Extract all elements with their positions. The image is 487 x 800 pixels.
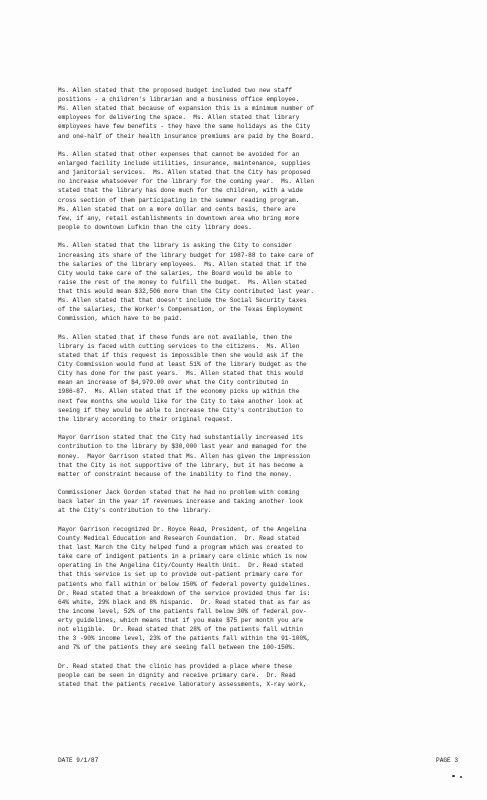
text-line: Dr. Read stated that the clinic has provided a place where these (58, 662, 293, 670)
text-line: and janitorial services. Ms. Allen stated that the City has proposed (58, 169, 311, 177)
text-line: raise the rest of the money to fulfill the budget. Ms. Allen stated (58, 278, 307, 286)
page-footer (58, 756, 458, 792)
text-line: that last March the City helped fund a program which was created to (58, 544, 304, 552)
footer-page-number: PAGE 3 (436, 757, 458, 764)
text-line: and 7% of the patients they are seeing fall between the 100-150%. (58, 644, 296, 652)
text-line: Commission, which have to be paid. (58, 315, 183, 323)
text-line: Ms. Allen stated that the proposed budget included two new staff (58, 87, 293, 94)
text-line: operating in the Angelina City/County Health Unit. Dr. Read stated (58, 562, 304, 570)
text-line: library is faced with cutting services to the citizens. Ms. Allen (58, 342, 300, 350)
text-line: the salaries of the library employees. Ms. Allen stated that if the (58, 260, 307, 268)
text-line: stated that the patients receive laboratory assessments, X-ray work, (58, 681, 307, 689)
text-line: back later in the year if revenues increase and taking another look (58, 498, 304, 506)
text-line: Dr. Read stated that a breakdown of the service provided thus far is: (58, 589, 311, 597)
text-line: City has done for the past years. Ms. Allen stated that this would (58, 370, 304, 378)
text-line: employees for delivering the space. Ms. Allen stated that library (58, 114, 300, 122)
text-line: people can be seen in dignity and receive primary care. Dr. Read (58, 671, 296, 679)
paragraph (58, 525, 458, 653)
paragraph (58, 150, 458, 232)
text-line: Mayor Garrison stated that the City had substantially increased its (58, 434, 304, 442)
text-line: stated that if this request is impossible then she would ask if the (58, 352, 304, 360)
text-line: mean an increase of $4,979.00 over what the City contributed in (58, 379, 289, 387)
text-line: money. Mayor Garrison stated that Ms. Allen has given the impression (58, 452, 311, 460)
text-line: at the City's contribution to the library. (58, 507, 212, 515)
text-line: next few months she would like for the City to take another look at (58, 397, 304, 405)
text-line: Commissioner Jack Gorden stated that he had no problem with coming (58, 489, 300, 497)
text-line: 1986-87. Ms. Allen stated that if the economy picks up within the (58, 388, 300, 396)
paragraph (58, 488, 458, 515)
text-line: take care of indigent patients in a primary care clinic which is now (58, 553, 307, 561)
text-line: that this would mean $32,506 more than the City contributed last year. (58, 287, 314, 295)
text-line: patients who fall within or below 150% of federal poverty guidelines. (58, 580, 311, 588)
text-line: seeing if they would be able to increase the City's contribution to (58, 406, 304, 414)
footer-date: DATE 9/1/87 (58, 757, 99, 764)
text-line: employees have few benefits - they have the same holidays as the City (58, 123, 311, 131)
text-line: the income level, 52% of the patients fall below 30% of federal pov- (58, 607, 307, 615)
text-line: increasing its share of the library budget for 1987-88 to take care of (58, 251, 314, 259)
text-line: contribution to the library by $30,000 last year and managed for the (58, 443, 307, 451)
document-body (58, 86, 458, 699)
paragraph (58, 333, 458, 424)
text-line: Ms. Allen stated that because of expansion this is a minimum number of (58, 105, 314, 113)
scan-speck (460, 776, 462, 778)
text-line: positions - a children's librarian and a business office employee. (58, 96, 300, 104)
text-line: Ms. Allen stated that other expenses that cannot be avoided for an (58, 151, 300, 159)
text-line: Ms. Allen stated that the library is asking the City to consider (58, 242, 293, 250)
text-line: people to downtown Lufkin than the city library does. (58, 223, 252, 231)
text-line: County Medical Education and Research Foundation. Dr. Read stated (58, 535, 300, 543)
text-line: and one-half of their health insurance premiums are paid by the Board. (58, 132, 314, 140)
scan-speck (452, 775, 455, 777)
text-line: the 3 -90% income level, 23% of the patients fall within the 91-100%, (58, 635, 311, 643)
text-line: cross section of them participating in the summer reading program. (58, 196, 300, 204)
text-line: City Commission would fund at least 51% of the library budget as the (58, 361, 307, 369)
paragraph (58, 433, 458, 479)
text-line: matter of constraint because of the inability to find the money. (58, 470, 293, 478)
text-line: Ms. Allen stated that on a more dollar and cents basis, there are (58, 205, 296, 213)
text-line: City would take care of the salaries, the Board would be able to (58, 269, 293, 277)
text-line: Ms. Allen stated that if these funds are not available, then the (58, 333, 293, 341)
text-line: Mayor Garrison recognized Dr. Royce Read, President, of the Angelina (58, 525, 307, 533)
text-line: Ms. Allen stated that that doesn't include the Social Security taxes (58, 297, 307, 305)
text-line: not eligible. Dr. Read stated that 28% of the patients fall within (58, 626, 304, 634)
paragraph (58, 86, 458, 141)
text-line: 64% white, 29% black and 8% hispanic. Dr. Read stated that as far as (58, 598, 311, 606)
paragraph (58, 241, 458, 323)
text-line: of the salaries, the Worker's Compensation, or the Texas Employment (58, 306, 304, 314)
text-line: no increase whatsoever for the library for the coming year. Ms. Allen (58, 178, 314, 186)
paragraph (58, 662, 458, 689)
text-line: enlarged facility include utilities, insurance, maintenance, supplies (58, 160, 311, 168)
text-line: that this service is set up to provide out-patient primary care for (58, 571, 304, 579)
text-line: few, if any, retail establishments in downtown area who bring more (58, 214, 300, 222)
text-line: the library according to their original request. (58, 415, 234, 423)
text-line: erty guidelines, which means that if you make $75 per month you are (58, 617, 304, 625)
text-line: that the City is not supportive of the library, but it has become a (58, 461, 304, 469)
text-line: stated that the library has done much for the children, with a wide (58, 187, 304, 195)
